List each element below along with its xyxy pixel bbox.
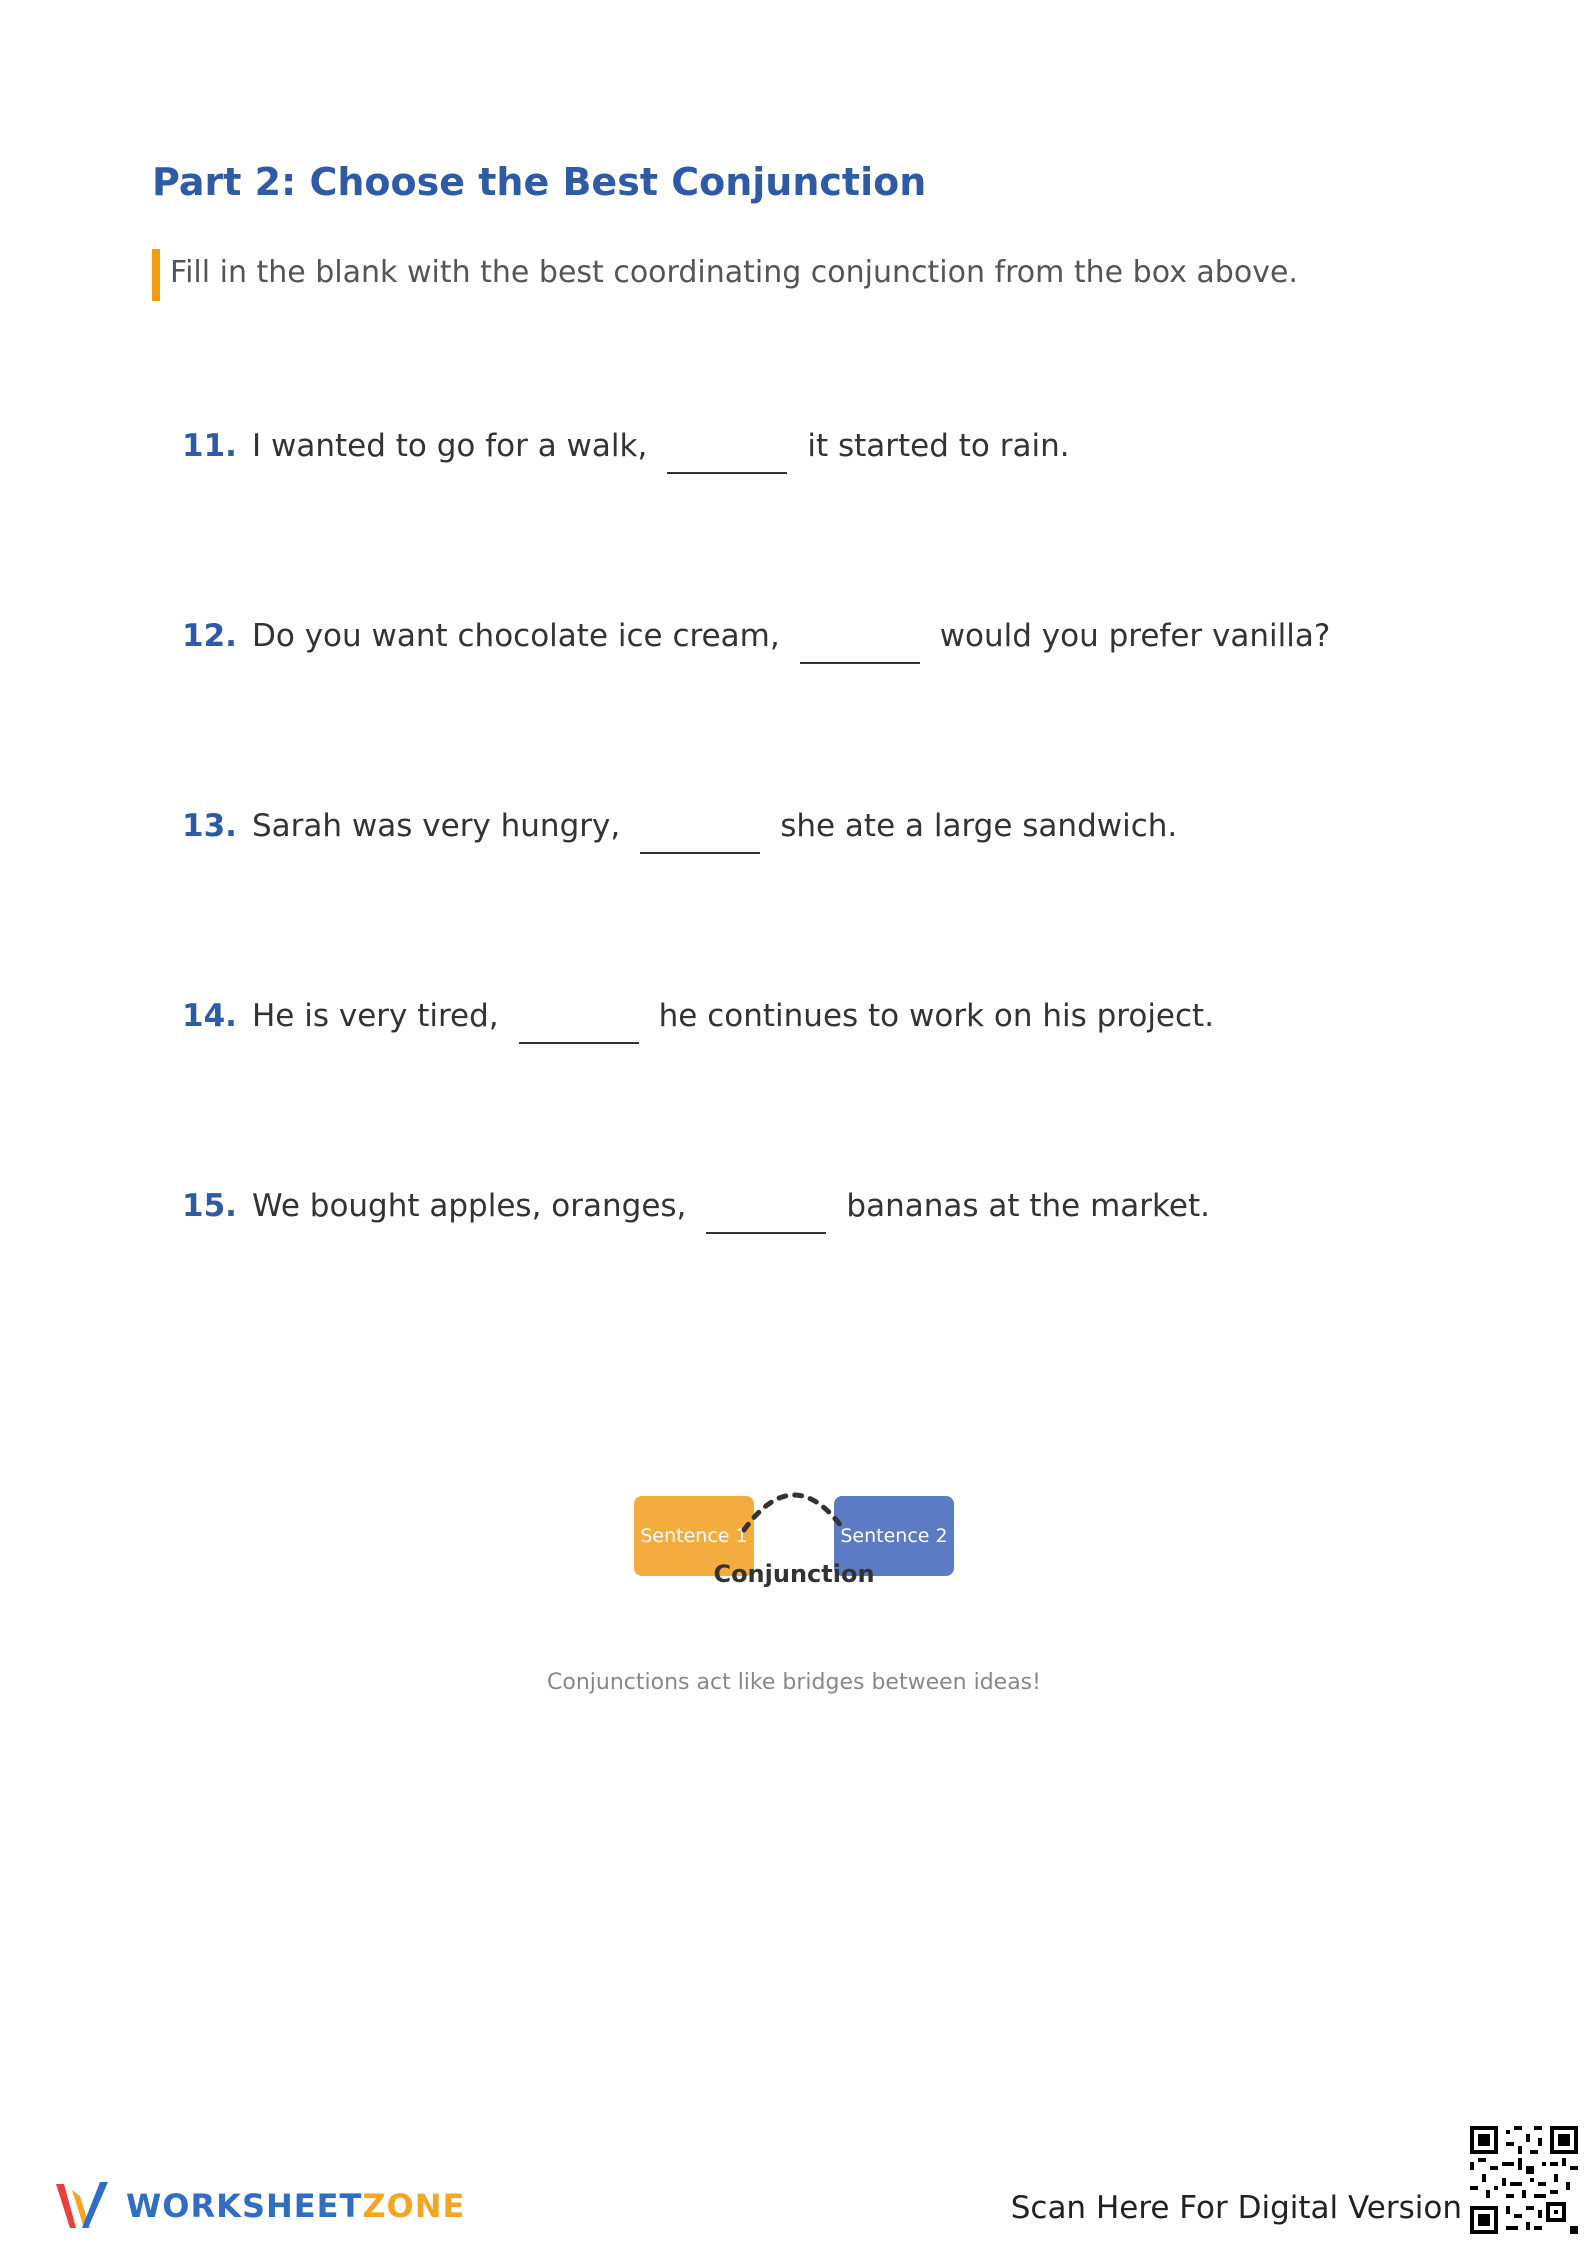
question-number: 15. [182, 1188, 237, 1224]
question-number: 11. [182, 428, 237, 464]
question-number: 12. [182, 618, 237, 654]
question-text-before: Do you want chocolate ice cream, [252, 618, 780, 654]
question-text-before: We bought apples, oranges, [252, 1188, 687, 1224]
question-text-after: it started to rain. [807, 428, 1070, 464]
bridge-arc-icon [734, 1480, 854, 1540]
conjunction-label: Conjunction [713, 1560, 875, 1588]
brand-name-part1: WORKSHEET [126, 2187, 363, 2225]
question-text-after: she ate a large sandwich. [780, 808, 1178, 844]
brand-name [126, 2187, 465, 2225]
instruction-text: Fill in the blank with the best coordinating conjunction from the box above. [170, 255, 1298, 290]
question-text-before: I wanted to go for a walk, [252, 428, 648, 464]
question-text-before: He is very tired, [252, 998, 499, 1034]
answer-blank[interactable] [800, 618, 920, 664]
question-number: 14. [182, 998, 237, 1034]
question-text-after: he continues to work on his project. [658, 998, 1215, 1034]
question-11 [182, 428, 1070, 474]
diagram-caption: Conjunctions act like bridges between ideas! [547, 1670, 1041, 1695]
answer-blank[interactable] [640, 808, 760, 854]
answer-blank[interactable] [519, 998, 639, 1044]
scan-instruction: Scan Here For Digital Version [1010, 2190, 1462, 2226]
logo-icon [52, 2178, 112, 2234]
answer-blank[interactable] [667, 428, 787, 474]
question-14 [182, 998, 1214, 1044]
sentence-1-box: Sentence 1 [634, 1496, 754, 1576]
question-13 [182, 808, 1177, 854]
sentence-2-box: Sentence 2 [834, 1496, 954, 1576]
question-text-before: Sarah was very hungry, [252, 808, 621, 844]
section-title: Part 2: Choose the Best Conjunction [152, 160, 927, 204]
conjunction-bridge-diagram [634, 1494, 954, 1604]
question-12 [182, 618, 1330, 664]
question-15 [182, 1188, 1210, 1234]
answer-blank[interactable] [706, 1188, 826, 1234]
qr-code-icon[interactable] [1470, 2126, 1578, 2234]
question-text-after: bananas at the market. [846, 1188, 1210, 1224]
question-number: 13. [182, 808, 237, 844]
brand-name-part2: ZONE [362, 2187, 466, 2225]
question-text-after: would you prefer vanilla? [939, 618, 1331, 654]
instruction-accent-bar [152, 249, 160, 301]
worksheetzone-logo [52, 2178, 465, 2234]
